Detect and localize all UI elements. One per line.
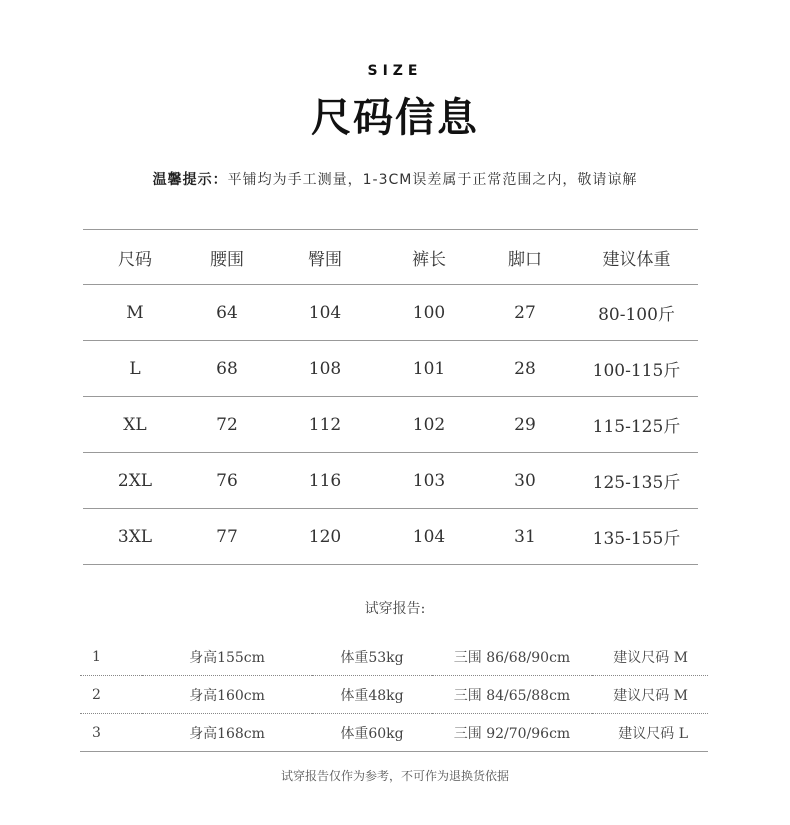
table-cell: 116 [267, 453, 383, 509]
trial-weight: 体重48kg [312, 676, 432, 714]
table-cell: 135-155斤 [575, 509, 698, 565]
size-table [83, 229, 698, 565]
trial-index: 3 [80, 714, 142, 752]
table-cell: M [83, 285, 187, 341]
table-row [83, 397, 698, 453]
trial-measurements: 三围 92/70/96cm [432, 714, 592, 752]
table-cell: 3XL [83, 509, 187, 565]
table-cell: 115-125斤 [575, 397, 698, 453]
column-header: 脚口 [475, 230, 575, 285]
trial-height: 身高155cm [142, 638, 312, 676]
notice-label: 温馨提示： [152, 172, 228, 188]
table-cell: 30 [475, 453, 575, 509]
trial-index: 2 [80, 676, 142, 714]
table-cell: 120 [267, 509, 383, 565]
table-cell: 108 [267, 341, 383, 397]
table-cell: 64 [187, 285, 267, 341]
table-cell: L [83, 341, 187, 397]
size-eyebrow: SIZE [367, 63, 423, 79]
trial-height: 身高168cm [142, 714, 312, 752]
table-cell: 112 [267, 397, 383, 453]
table-cell: 72 [187, 397, 267, 453]
table-row [83, 509, 698, 565]
page-title: 尺码信息 [311, 95, 479, 141]
table-cell: XL [83, 397, 187, 453]
table-row [83, 453, 698, 509]
table-cell: 104 [383, 509, 475, 565]
column-header: 建议体重 [575, 230, 698, 285]
table-cell: 77 [187, 509, 267, 565]
table-cell: 100-115斤 [575, 341, 698, 397]
table-cell: 27 [475, 285, 575, 341]
trial-measurements: 三围 86/68/90cm [432, 638, 592, 676]
trial-row [80, 714, 708, 752]
column-header: 臀围 [267, 230, 383, 285]
table-cell: 103 [383, 453, 475, 509]
column-header: 腰围 [187, 230, 267, 285]
trial-index: 1 [80, 638, 142, 676]
table-cell: 29 [475, 397, 575, 453]
trial-row [80, 676, 708, 714]
table-cell: 2XL [83, 453, 187, 509]
table-cell: 102 [383, 397, 475, 453]
table-cell: 28 [475, 341, 575, 397]
trial-report-table [80, 638, 708, 752]
notice [0, 169, 790, 189]
table-cell: 31 [475, 509, 575, 565]
table-cell: 80-100斤 [575, 285, 698, 341]
trial-footnote: 试穿报告仅作为参考，不可作为退换货依据 [280, 769, 509, 783]
trial-weight: 体重53kg [312, 638, 432, 676]
trial-weight: 体重60kg [312, 714, 432, 752]
trial-height: 身高160cm [142, 676, 312, 714]
trial-row [80, 638, 708, 676]
table-cell: 68 [187, 341, 267, 397]
column-header: 裤长 [383, 230, 475, 285]
trial-measurements: 三围 84/65/88cm [432, 676, 592, 714]
trial-report-title: 试穿报告: [364, 601, 426, 617]
table-cell: 125-135斤 [575, 453, 698, 509]
trial-recommended-size: 建议尺码 M [592, 638, 708, 676]
notice-text: 平铺均为手工测量，1-3CM误差属于正常范围之内，敬请谅解 [227, 172, 638, 188]
size-table-header [83, 230, 698, 285]
table-cell: 100 [383, 285, 475, 341]
table-cell: 101 [383, 341, 475, 397]
trial-recommended-size: 建议尺码 M [592, 676, 708, 714]
table-row [83, 341, 698, 397]
table-row [83, 285, 698, 341]
column-header: 尺码 [83, 230, 187, 285]
table-cell: 104 [267, 285, 383, 341]
table-cell: 76 [187, 453, 267, 509]
trial-recommended-size: 建议尺码 L [592, 714, 708, 752]
